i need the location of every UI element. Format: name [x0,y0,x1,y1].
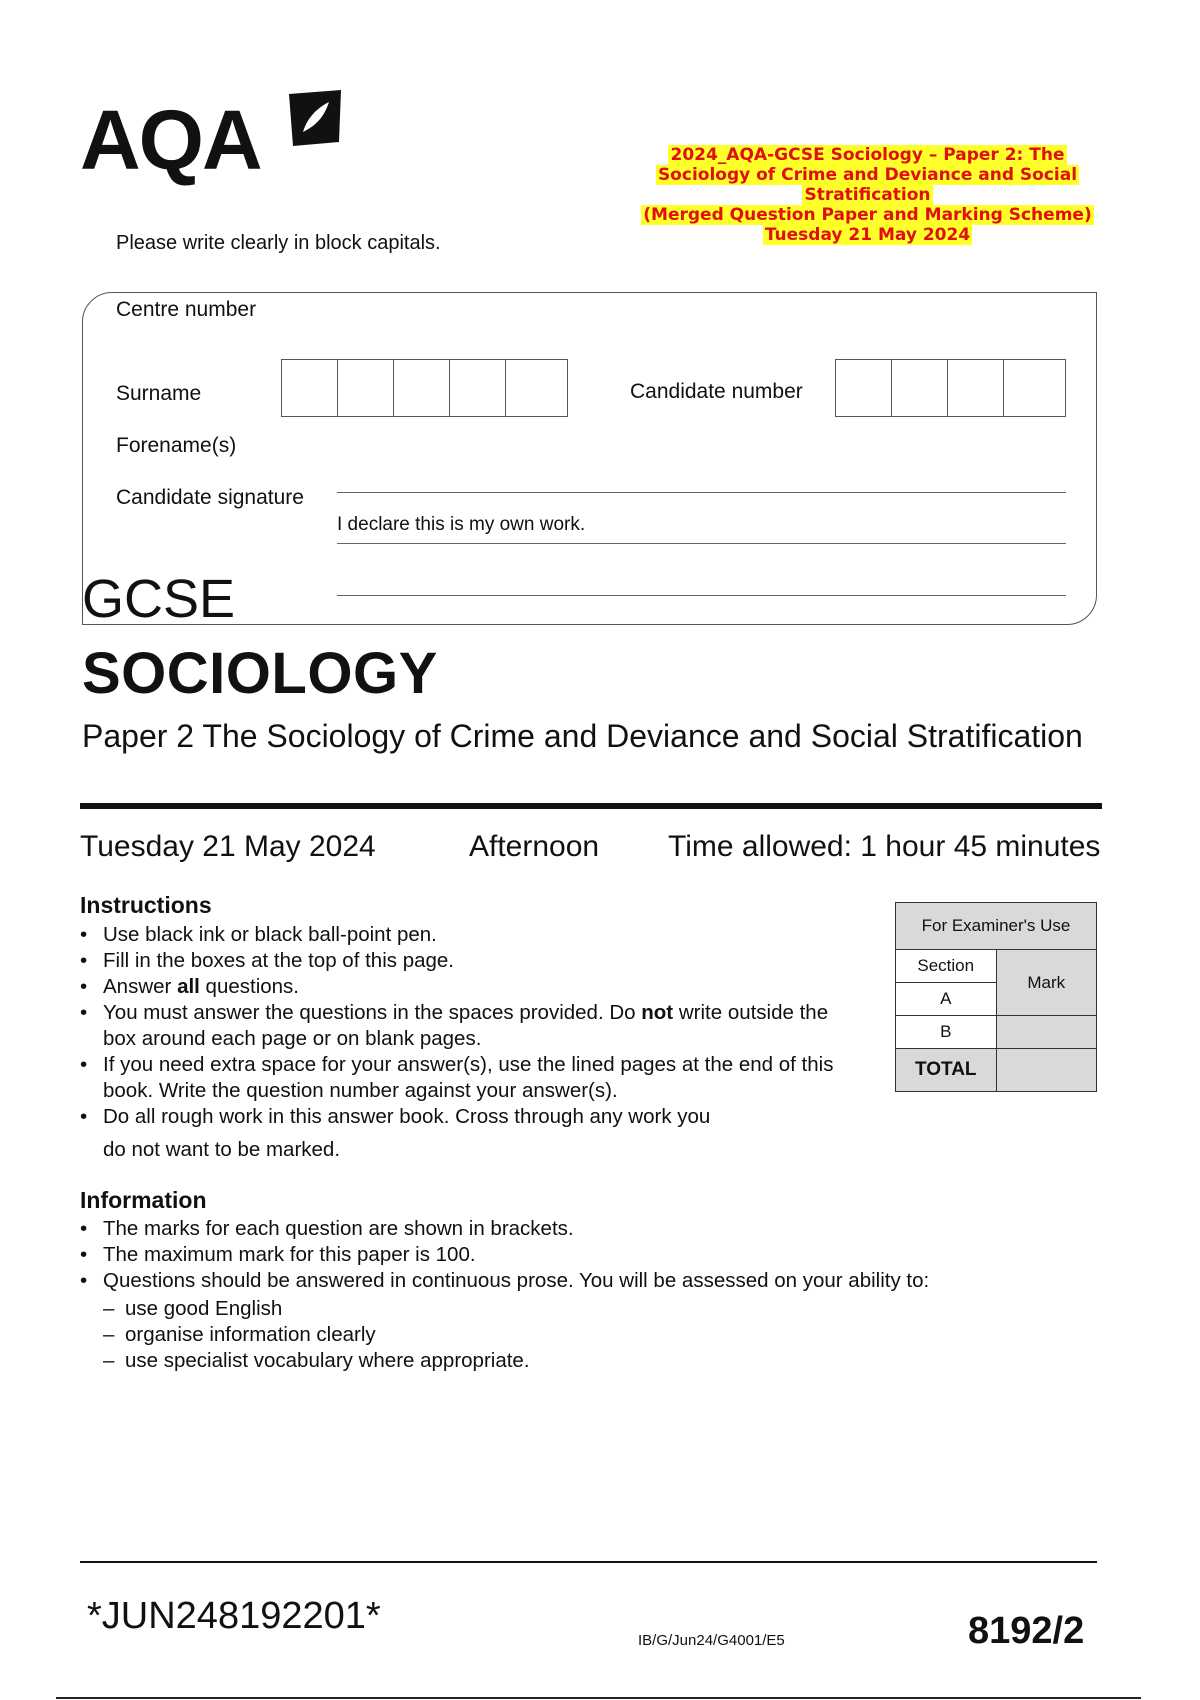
list-item: • Do all rough work in this answer book. Cross through any work you [80,1104,860,1130]
candidate-number-label: Candidate number [630,380,803,403]
list-item: • The maximum mark for this paper is 100. [80,1242,1080,1268]
surname-line[interactable] [337,492,1066,493]
centre-digit-box[interactable] [450,360,506,416]
candidate-signature-label: Candidate signature [116,486,304,509]
mark-column-header: Mark [996,950,1097,1016]
header-note-line: 2024_AQA-GCSE Sociology – Paper 2: The [670,145,1065,165]
header-note-line: Stratification [804,185,931,205]
list-item: • If you need extra space for your answer(s), use the lined pages at the end of this book. Write the question number against your answer(s). [80,1052,860,1104]
divider [80,803,1102,809]
declaration-text: I declare this is my own work. [337,514,586,535]
section-a-cell: A [896,983,997,1016]
examiner-table-heading: For Examiner's Use [896,903,1097,950]
candidate-digit-box[interactable] [836,360,892,416]
block-capitals-instruction: Please write clearly in block capitals. [116,232,441,254]
centre-digit-box[interactable] [282,360,338,416]
list-item: – organise information clearly [103,1322,1003,1348]
header-note-line: (Merged Question Paper and Marking Scheme) [643,205,1092,225]
instruction-continuation: do not want to be marked. [103,1138,341,1161]
candidate-digit-box[interactable] [948,360,1004,416]
paper-title: Paper 2 The Sociology of Crime and Deviance and Social Stratification [82,718,1083,754]
list-item: • Questions should be answered in continuous prose. You will be assessed on your ability to: [80,1268,1080,1294]
exam-session: Afternoon [469,830,600,863]
forenames-line[interactable] [337,543,1066,544]
footer-divider [80,1561,1097,1563]
qualification-level: GCSE [82,569,236,629]
surname-label: Surname [116,382,202,405]
instructions-heading: Instructions [80,892,212,918]
list-item: • Use black ink or black ball-point pen. [80,922,860,948]
centre-digit-box[interactable] [394,360,450,416]
barcode-text: *JUN248192201* [87,1595,381,1637]
reference-code: IB/G/Jun24/G4001/E5 [638,1632,785,1649]
candidate-number-boxes[interactable] [835,359,1066,417]
exam-date: Tuesday 21 May 2024 [80,830,376,863]
section-column-header: Section [896,950,997,983]
total-mark-cell [996,1049,1097,1092]
candidate-digit-box[interactable] [1004,360,1060,416]
subject-title: SOCIOLOGY [82,641,438,706]
centre-number-boxes[interactable] [281,359,568,417]
forenames-label: Forename(s) [116,434,237,457]
paper-code: 8192/2 [968,1610,1085,1652]
list-item: • Fill in the boxes at the top of this page. [80,948,860,974]
signature-line[interactable] [337,595,1066,596]
aqa-leaf-icon [285,88,345,148]
information-list [80,1216,1080,1294]
information-heading: Information [80,1187,207,1213]
list-item: – use specialist vocabulary where appropriate. [103,1348,1003,1374]
assessment-criteria-list [80,1296,1003,1374]
logo-text: AQA [80,93,261,187]
page-bottom-line [56,1697,1141,1699]
list-item: • Answer all questions. [80,974,860,1000]
header-note-line: Sociology of Crime and Deviance and Social [657,165,1078,185]
list-item: • The marks for each question are shown in brackets. [80,1216,1080,1242]
list-item: • You must answer the questions in the spaces provided. Do not write outside the box around each page or on blank pages. [80,1000,860,1052]
list-item: – use good English [103,1296,1003,1322]
candidate-digit-box[interactable] [892,360,948,416]
total-label-cell: TOTAL [896,1049,997,1092]
centre-number-label: Centre number [116,298,257,321]
section-b-cell: B [896,1016,997,1049]
header-note [640,145,1095,245]
centre-digit-box[interactable] [338,360,394,416]
header-note-line: Tuesday 21 May 2024 [764,225,971,245]
mark-cell [996,1016,1097,1049]
examiner-use-table [895,902,1097,1092]
instructions-list [80,922,860,1130]
time-allowed: Time allowed: 1 hour 45 minutes [668,830,1101,863]
aqa-logo [80,88,350,188]
centre-digit-box[interactable] [506,360,562,416]
